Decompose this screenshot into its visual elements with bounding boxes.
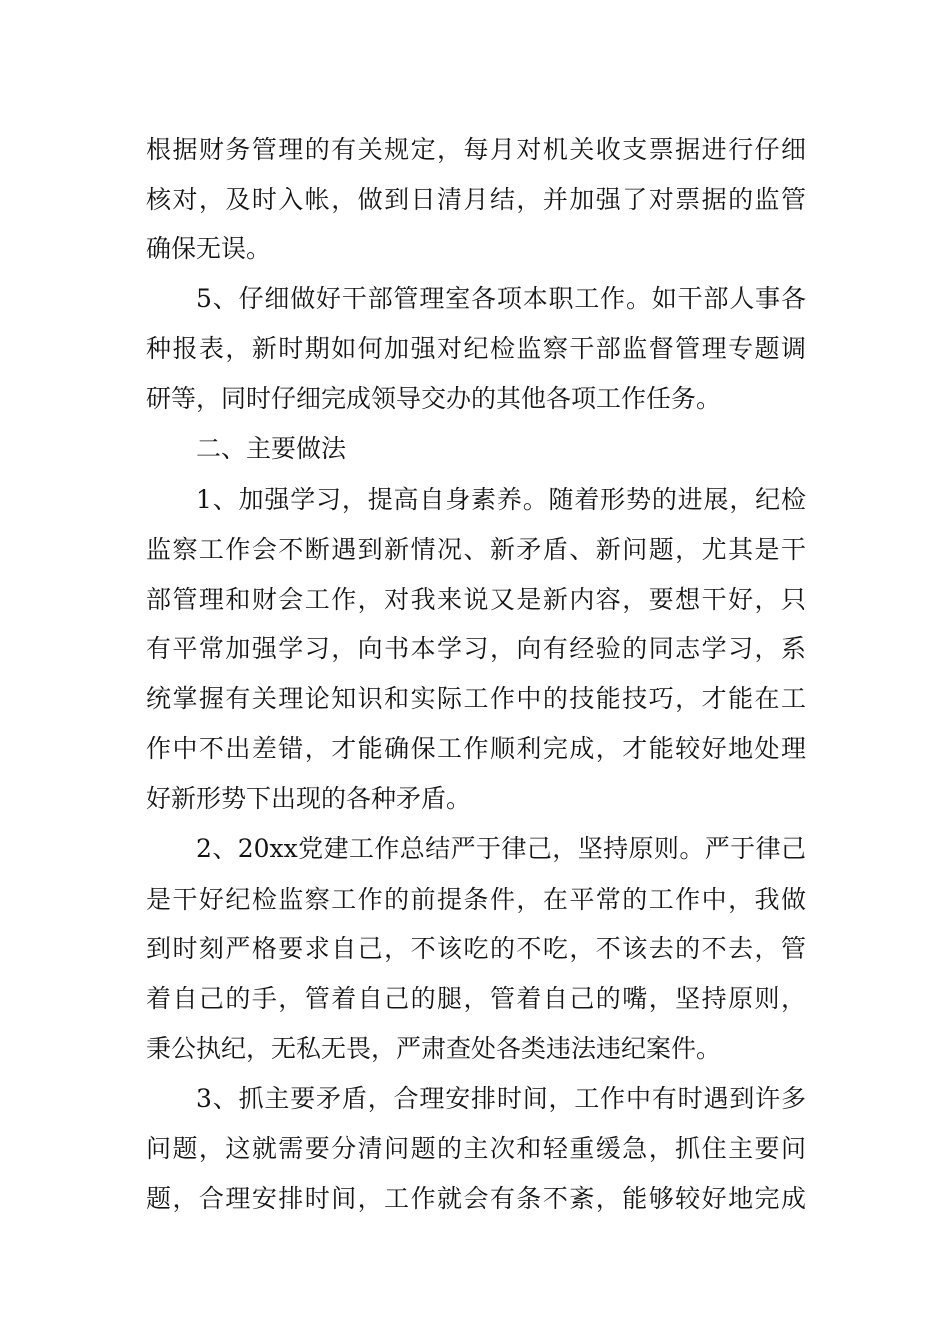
- text-line-11: 有平常加强学习，向书本学习，向有经验的同志学习，系: [146, 634, 806, 663]
- text-line-12: 统掌握有关理论知识和实际工作中的技能技巧，才能在工: [146, 684, 806, 713]
- text-line-9: 监察工作会不断遇到新情况、新矛盾、新问题，尤其是干: [146, 535, 806, 564]
- text-line-17: 到时刻严格要求自己，不该吃的不吃，不该去的不去，管: [146, 934, 806, 963]
- text-line-18: 着自己的手，管着自己的腿，管着自己的嘴，坚持原则，: [146, 984, 806, 1013]
- text-line-14: 好新形势下出现的各种矛盾。: [146, 784, 472, 813]
- text-line-21: 问题，这就需要分清问题的主次和轻重缓急，抓住主要问: [146, 1134, 806, 1163]
- text-line-15: 2、20xx党建工作总结严于律己，坚持原则。严于律己: [196, 834, 806, 863]
- text-line-1: 根据财务管理的有关规定，每月对机关收支票据进行仔细: [146, 135, 806, 164]
- text-line-22: 题，合理安排时间，工作就会有条不紊，能够较好地完成: [146, 1184, 806, 1213]
- text-line-16: 是干好纪检监察工作的前提条件，在平常的工作中，我做: [146, 885, 806, 914]
- text-line-19: 秉公执纪，无私无畏，严肃查处各类违法违纪案件。: [146, 1034, 722, 1063]
- text-line-13: 作中不出差错，才能确保工作顺利完成，才能较好地处理: [146, 734, 806, 763]
- text-line-3: 确保无误。: [146, 234, 272, 263]
- text-line-5: 种报表，新时期如何加强对纪检监察干部监督管理专题调: [146, 334, 806, 363]
- text-line-4: 5、仔细做好干部管理室各项本职工作。如干部人事各: [196, 284, 806, 313]
- text-line-2: 核对，及时入帐，做到日清月结，并加强了对票据的监管: [146, 185, 806, 214]
- text-line-6: 研等，同时仔细完成领导交办的其他各项工作任务。: [146, 384, 722, 413]
- text-line-8: 1、加强学习，提高自身素养。随着形势的进展，纪检: [196, 485, 806, 514]
- section-heading: 二、主要做法: [196, 434, 347, 463]
- text-line-20: 3、抓主要矛盾，合理安排时间，工作中有时遇到许多: [196, 1084, 806, 1113]
- text-line-10: 部管理和财会工作，对我来说又是新内容，要想干好，只: [146, 585, 806, 614]
